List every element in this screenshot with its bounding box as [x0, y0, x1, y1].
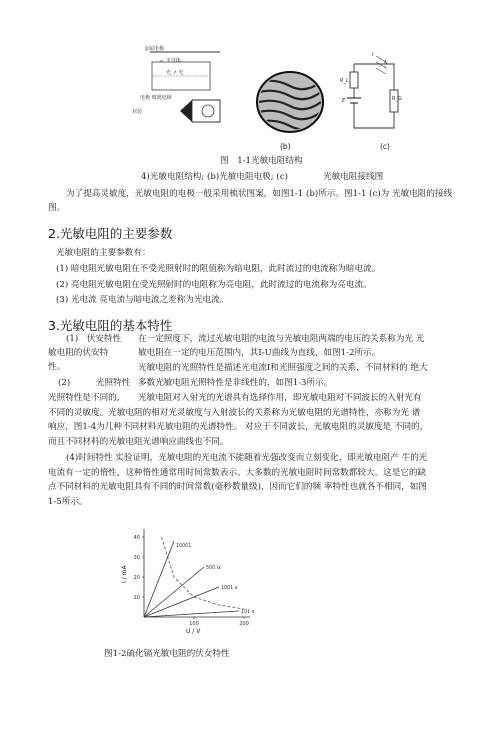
time-line-3: 点不同材料的光敏电阻具有不同的时间常数(毫秒数量级)，因而它们的频 率特性也就各不相同，如图 [48, 482, 427, 492]
circuit-label-rg: R_G [392, 96, 402, 102]
series-line-4 [144, 611, 239, 617]
y-axis-label: I / mA [121, 565, 128, 583]
figure-1-1-subcaption: 4)光敏电阻结构; (b)光敏电阻电极; (c) [141, 172, 288, 182]
section-3-heading: 3.光敏电阻的基本特性 [48, 318, 173, 333]
series-label-3: 1001 x [221, 586, 238, 591]
series-label-2: 500 lx [206, 566, 221, 571]
spectral-label: 光照特性是不同的, [48, 393, 120, 403]
iv-text-line-2: 敏电阻在一定的电压范围内，其I-U曲线为直线，如图1-2所示。 [138, 348, 381, 358]
iv-label-3: 性。 [48, 362, 66, 372]
y-tick-label: 20 [133, 575, 140, 581]
x-axis-label: U / V [186, 628, 201, 635]
x-tick-label: 200 [239, 621, 249, 627]
iv-label-2: 敏电阻的伏安特 [48, 348, 109, 358]
section-2-heading: 2.光敏电阻的主要参数 [48, 226, 173, 241]
section-2-lead: 光敏电阻的主要参数有： [56, 248, 151, 258]
figure-1-1-caption: 图 1-1光敏电阻结构 [220, 156, 303, 166]
param-item-2: (2) 亮电阻光敏电阻在受光照射时的电阻称为亮电阻，此时流过的电流称为亮电流。 [56, 280, 372, 290]
time-line-2: 电流有一定的惰性，这种惰性通常用时间常数表示。大多数的光敏电阻时间常数都较大，这是它的缺 [48, 468, 427, 478]
light-text-line-2: 多数光敏电阻光照特性是非线性的，如图1-3所示。 [138, 378, 333, 388]
label-electrodes: 电极 玻璃电极 [140, 95, 172, 101]
figure-1-1-subcaption-c: 光敏电阻接线图 [323, 172, 384, 182]
figure-1-1 [120, 40, 420, 150]
label-metal-electrode: 金属电极 [144, 46, 165, 52]
intro-paragraph: 为了提高灵敏度，光敏电阻的电极一般采用梳状图案，如图1-1 (b)所示。图1-1 (c)为 光敏电阻的接线图。 [48, 189, 453, 213]
series-line-1 [144, 541, 174, 617]
x-tick-label: 100 [189, 621, 199, 627]
photoresistor-structure-diagram [120, 40, 230, 135]
time-line-1: (4)时间特性 实验证明，光敏电阻的光电流不能随着光强改变而立刻变化，即光敏电阻产 牛的光 [66, 453, 428, 463]
y-tick-label: 40 [133, 535, 140, 541]
series-line-3 [144, 587, 219, 617]
circuit-label-rl: R_L [340, 78, 349, 84]
power-limit-curve [162, 537, 245, 609]
sublabel-c: (c) [380, 142, 390, 151]
series-label-4: 101 x [241, 610, 255, 615]
iv-characteristic-chart [118, 525, 258, 640]
spectral-line-4: 而且不同材料的光敏电阻光谱响应曲线也不同。 [48, 437, 229, 447]
comb-electrode-diagram [255, 68, 325, 136]
time-line-4: 1-5所示。 [48, 497, 88, 507]
figure-1-2-caption: 图1-2硫化镉光敏电阻的伏女特性 [104, 649, 230, 659]
series-label-1: 10001 [176, 544, 192, 549]
y-tick-label: 10 [133, 595, 140, 601]
spectral-line-1: 光敏电阻对入射光的光谱具有选择作用，即光敏电阻对不同波长的入射光有 [138, 393, 422, 403]
label-semiconductor: ↙ 半导体 [160, 58, 181, 64]
series-line-2 [144, 567, 204, 617]
light-label: (2) 光照特性 [58, 378, 131, 388]
y-tick-label: 30 [133, 555, 140, 561]
param-item-3: (3) 光电流 亮电流与暗电流之差称为光电流。 [56, 295, 229, 305]
iv-label-1: (1) 伏安特性 [66, 334, 122, 344]
label-light: 光 ↗ 光 [166, 70, 184, 76]
light-text-line-1: 光敏电阻的光照特性是描述光电流I和光照强度之间的关系，不同材料的 绝大 [138, 363, 428, 373]
wiring-circuit-diagram [332, 50, 412, 140]
iv-text-line-1: 在一定照度下，流过光敏电阻的电流与光敏电阻两端的电压的关系称为光 光 [138, 334, 425, 344]
spectral-line-3: 响应，图1-4为几种不同材料光敏电阻的光谱特性。 对应于不同波长，光敏电阻的灵敏度是 不同的， [48, 422, 429, 432]
label-package: 封装 [132, 109, 143, 115]
circuit-label-i: I [372, 52, 374, 58]
spectral-line-2: 不同的灵敏度。光敏电阻的相对光灵敏度与入射波长的关系称为光敏电阻的光谱特性，亦称为光 谱 [48, 408, 421, 418]
sublabel-b: (b) [280, 142, 291, 151]
circuit-label-e: E [342, 98, 346, 104]
param-item-1: (1) 暗电阻光敏电阻在不受光照射时的阻值称为暗电阻，此时流过的电流称为暗电流。 [56, 264, 381, 274]
